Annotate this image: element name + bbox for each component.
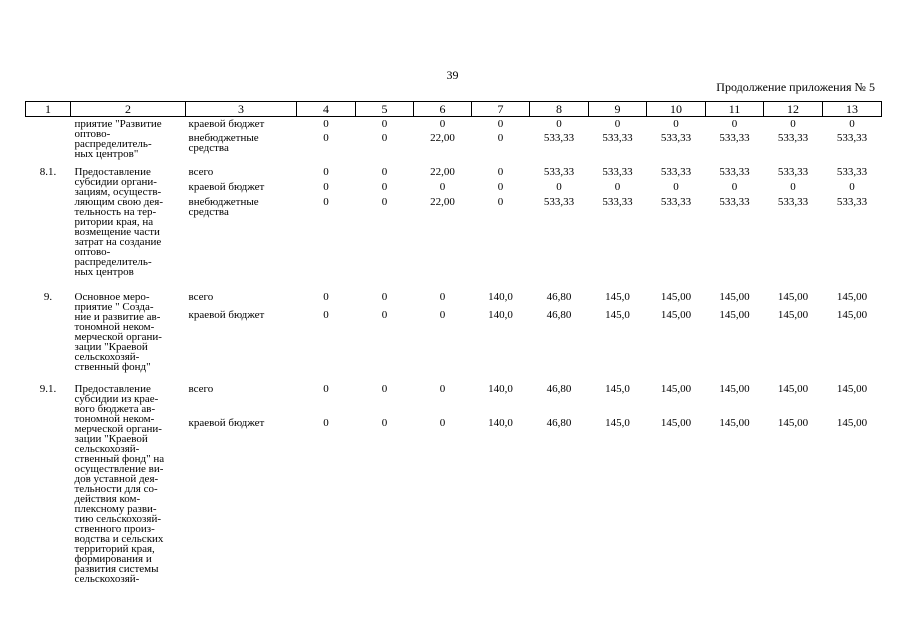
value-cell — [647, 117, 706, 165]
value: 145,00 — [777, 382, 809, 395]
value-cell — [414, 117, 472, 165]
measure-name-line: действия ком- — [74, 492, 141, 505]
measure-name-line: вого бюджета ав- — [74, 402, 156, 415]
measure-name-line: субсидии органи- — [74, 175, 157, 188]
value: 0 — [323, 195, 329, 208]
measure-name-line: сельскохозяй- — [74, 442, 140, 455]
measure-name-line: сельскохозяй- — [74, 572, 140, 585]
value-cell — [356, 165, 414, 290]
value-cell — [297, 117, 356, 165]
table-row — [26, 290, 882, 382]
value-cell — [706, 290, 764, 382]
measure-name-line: сельскохозяй- — [74, 350, 140, 363]
value-cell — [823, 382, 882, 612]
value: 140,0 — [488, 382, 513, 395]
funding-source-line: внебюджетные — [188, 195, 259, 208]
row-number — [26, 117, 71, 165]
value: 0 — [790, 118, 796, 130]
value: 533,33 — [777, 165, 809, 178]
value: 0 — [381, 308, 388, 321]
value: 145,00 — [836, 308, 868, 321]
value: 0 — [323, 308, 329, 321]
measure-name-line: Основное меро- — [74, 290, 150, 303]
measure-name-line: мерческой органи- — [74, 330, 162, 343]
value: 46,80 — [546, 382, 572, 395]
value: 533,33 — [543, 132, 575, 144]
value: 0 — [381, 165, 388, 178]
value: 0 — [323, 118, 329, 130]
value-cell — [356, 117, 414, 165]
value-cell — [764, 165, 823, 290]
value: 0 — [381, 382, 388, 395]
measure-name-line: оптово- — [74, 128, 111, 140]
value: 533,33 — [660, 195, 692, 208]
header-row — [26, 102, 882, 117]
value-cell — [414, 290, 472, 382]
value: 145,00 — [660, 382, 692, 395]
col-header: 11 — [706, 102, 764, 117]
row-number: 9. — [43, 290, 53, 303]
value: 145,00 — [719, 290, 750, 303]
value-cell — [823, 117, 882, 165]
col-header: 5 — [356, 102, 414, 117]
value: 0 — [381, 416, 388, 429]
value-cell — [297, 382, 356, 612]
value: 0 — [439, 118, 446, 130]
table-row — [26, 165, 882, 290]
budget-table — [25, 101, 882, 612]
measure-name-line: ритории края, на — [74, 215, 154, 228]
funding-source-line: внебюджетные — [188, 132, 259, 144]
value: 0 — [556, 118, 562, 130]
value: 0 — [381, 195, 388, 208]
value: 145,00 — [777, 416, 809, 429]
value: 145,00 — [836, 290, 868, 303]
value: 533,33 — [660, 132, 692, 144]
measure-name-line: ственный фонд" на — [74, 452, 165, 465]
col-header: 2 — [71, 102, 186, 117]
value: 46,80 — [546, 416, 572, 429]
value: 0 — [731, 180, 738, 193]
value: 533,33 — [602, 165, 633, 178]
value: 0 — [497, 118, 504, 130]
value: 0 — [323, 382, 329, 395]
value: 533,33 — [543, 165, 575, 178]
value-cell — [706, 117, 764, 165]
measure-name-line: зациям, осуществ- — [74, 185, 162, 198]
page-number: 39 — [446, 68, 459, 82]
value: 145,00 — [777, 290, 809, 303]
value: 0 — [497, 180, 504, 193]
value: 533,33 — [660, 165, 692, 178]
funding-source — [186, 165, 297, 290]
measure-name-line: ных центров — [74, 265, 134, 278]
value: 145,00 — [777, 308, 809, 321]
value: 0 — [673, 118, 679, 130]
measure-name-line: оптово- — [74, 245, 111, 258]
value-cell — [472, 290, 530, 382]
col-header: 3 — [186, 102, 297, 117]
measure-name-line: затрат на создание — [74, 235, 162, 248]
value: 145,00 — [836, 382, 868, 395]
measure-name-line: приятие "Развитие — [74, 118, 162, 130]
measure-name-line: осуществление ви- — [74, 462, 164, 475]
value: 0 — [497, 165, 504, 178]
value-cell — [823, 165, 882, 290]
funding-source — [186, 382, 297, 612]
value-cell — [706, 165, 764, 290]
measure-name-line: ных центров" — [74, 148, 139, 160]
measure-name-line: тельность на тер- — [74, 205, 157, 218]
funding-source-line: всего — [188, 165, 214, 178]
funding-source-line: средства — [188, 205, 229, 218]
table-row — [26, 382, 882, 612]
value: 0 — [614, 118, 621, 130]
funding-source-line: краевой бюджет — [188, 308, 265, 321]
col-header: 4 — [297, 102, 356, 117]
value: 0 — [381, 132, 388, 144]
value: 0 — [673, 180, 679, 193]
value-cell — [647, 290, 706, 382]
value: 145,00 — [660, 308, 692, 321]
value-cell — [764, 382, 823, 612]
value: 145,0 — [605, 308, 630, 321]
measure-name-line: Предоставление — [74, 382, 151, 395]
value: 0 — [849, 118, 855, 130]
funding-source-line: всего — [188, 290, 214, 303]
value: 533,33 — [719, 195, 750, 208]
value-cell — [472, 117, 530, 165]
value: 22,00 — [430, 132, 455, 144]
value: 0 — [381, 118, 388, 130]
value: 145,0 — [605, 416, 630, 429]
col-header: 1 — [26, 102, 71, 117]
value: 46,80 — [546, 308, 572, 321]
measure-name-line: водства и сельских — [74, 532, 164, 545]
value: 0 — [381, 290, 388, 303]
value: 140,0 — [488, 290, 513, 303]
value: 145,00 — [836, 416, 868, 429]
value: 0 — [323, 290, 329, 303]
funding-source-line: краевой бюджет — [188, 180, 265, 193]
continuation-label: Продолжение приложения № 5 — [716, 80, 875, 94]
value: 0 — [790, 180, 796, 193]
col-header: 12 — [764, 102, 823, 117]
measure-name-line: развития системы — [74, 562, 159, 575]
value: 145,00 — [719, 382, 750, 395]
value-cell — [356, 382, 414, 612]
value: 0 — [439, 308, 446, 321]
value: 0 — [614, 180, 621, 193]
col-header: 9 — [589, 102, 647, 117]
col-header: 7 — [472, 102, 530, 117]
col-header: 10 — [647, 102, 706, 117]
value: 145,0 — [605, 382, 630, 395]
value: 145,00 — [660, 290, 692, 303]
value: 0 — [439, 382, 446, 395]
measure-name-line: зации "Краевой — [74, 432, 148, 445]
value: 0 — [323, 165, 329, 178]
row-number: 9.1. — [39, 382, 57, 395]
value: 145,00 — [719, 416, 750, 429]
measure-name-line: возмещение части — [74, 225, 160, 238]
measure-name-line: мерческой органи- — [74, 422, 162, 435]
value: 533,33 — [836, 165, 868, 178]
funding-source-line: краевой бюджет — [188, 118, 265, 130]
value: 140,0 — [488, 308, 513, 321]
value-cell — [589, 117, 647, 165]
measure-name — [71, 290, 186, 382]
value-cell — [472, 382, 530, 612]
measure-name — [71, 165, 186, 290]
value: 533,33 — [602, 195, 633, 208]
measure-name-line: тию сельскохозяй- — [74, 512, 161, 525]
measure-name-line: распределитель- — [74, 255, 152, 268]
value-cell — [297, 290, 356, 382]
value-cell — [706, 382, 764, 612]
measure-name — [71, 382, 186, 612]
value-cell — [530, 165, 589, 290]
row-number: 8.1. — [39, 165, 57, 178]
measure-name-line: ственный фонд" — [74, 360, 151, 373]
value-cell — [589, 382, 647, 612]
value-cell — [764, 117, 823, 165]
measure-name-line: дов уставной дея- — [74, 472, 159, 485]
value-cell — [589, 290, 647, 382]
funding-source-line: краевой бюджет — [188, 416, 265, 429]
value: 533,33 — [602, 132, 633, 144]
value: 22,00 — [430, 195, 455, 208]
value: 0 — [556, 180, 562, 193]
value: 533,33 — [777, 195, 809, 208]
value: 0 — [497, 132, 504, 144]
value-cell — [647, 382, 706, 612]
measure-name-line: приятие " Созда- — [74, 300, 154, 313]
value-cell — [530, 382, 589, 612]
funding-source-line: средства — [188, 142, 229, 154]
measure-name-line: субсидии из крае- — [74, 392, 159, 405]
funding-source-line: всего — [188, 382, 214, 395]
measure-name-line: ственного произ- — [74, 522, 155, 535]
value: 0 — [323, 416, 329, 429]
value-cell — [823, 290, 882, 382]
table-row — [26, 117, 882, 165]
value: 533,33 — [719, 132, 750, 144]
value-cell — [530, 290, 589, 382]
measure-name-line: ние и развитие ав- — [74, 310, 161, 323]
value: 46,80 — [546, 290, 572, 303]
value: 0 — [439, 180, 446, 193]
value-cell — [472, 165, 530, 290]
measure-name-line: распределитель- — [74, 138, 152, 150]
value-cell — [414, 382, 472, 612]
measure-name-line: тельности для со- — [74, 482, 158, 495]
value: 0 — [439, 416, 446, 429]
value: 22,00 — [430, 165, 455, 178]
col-header: 8 — [530, 102, 589, 117]
value-cell — [356, 290, 414, 382]
value: 533,33 — [543, 195, 575, 208]
value: 533,33 — [777, 132, 809, 144]
value: 533,33 — [836, 195, 868, 208]
measure-name-line: территорий края, — [74, 542, 155, 555]
funding-source — [186, 117, 297, 165]
value: 145,00 — [660, 416, 692, 429]
value-cell — [530, 117, 589, 165]
measure-name-line: ляющим свою дея- — [74, 195, 164, 208]
value: 533,33 — [836, 132, 868, 144]
value: 0 — [381, 180, 388, 193]
value: 0 — [497, 195, 504, 208]
value: 140,0 — [488, 416, 513, 429]
measure-name-line: тономной неком- — [74, 412, 155, 425]
value: 145,00 — [719, 308, 750, 321]
measure-name-line: зации "Краевой — [74, 340, 148, 353]
value-cell — [589, 165, 647, 290]
value: 0 — [439, 290, 446, 303]
measure-name-line: плексному разви- — [74, 502, 157, 515]
measure-name — [71, 117, 186, 165]
value-cell — [297, 165, 356, 290]
value: 0 — [731, 118, 738, 130]
value-cell — [414, 165, 472, 290]
value: 533,33 — [719, 165, 750, 178]
measure-name-line: Предоставление — [74, 165, 151, 178]
value: 0 — [323, 132, 329, 144]
funding-source — [186, 290, 297, 382]
measure-name-line: тономной неком- — [74, 320, 155, 333]
value: 145,0 — [605, 290, 630, 303]
col-header: 13 — [823, 102, 882, 117]
measure-name-line: формирования и — [74, 552, 152, 565]
value-cell — [647, 165, 706, 290]
col-header: 6 — [414, 102, 472, 117]
value: 0 — [849, 180, 855, 193]
value: 0 — [323, 180, 329, 193]
value-cell — [764, 290, 823, 382]
